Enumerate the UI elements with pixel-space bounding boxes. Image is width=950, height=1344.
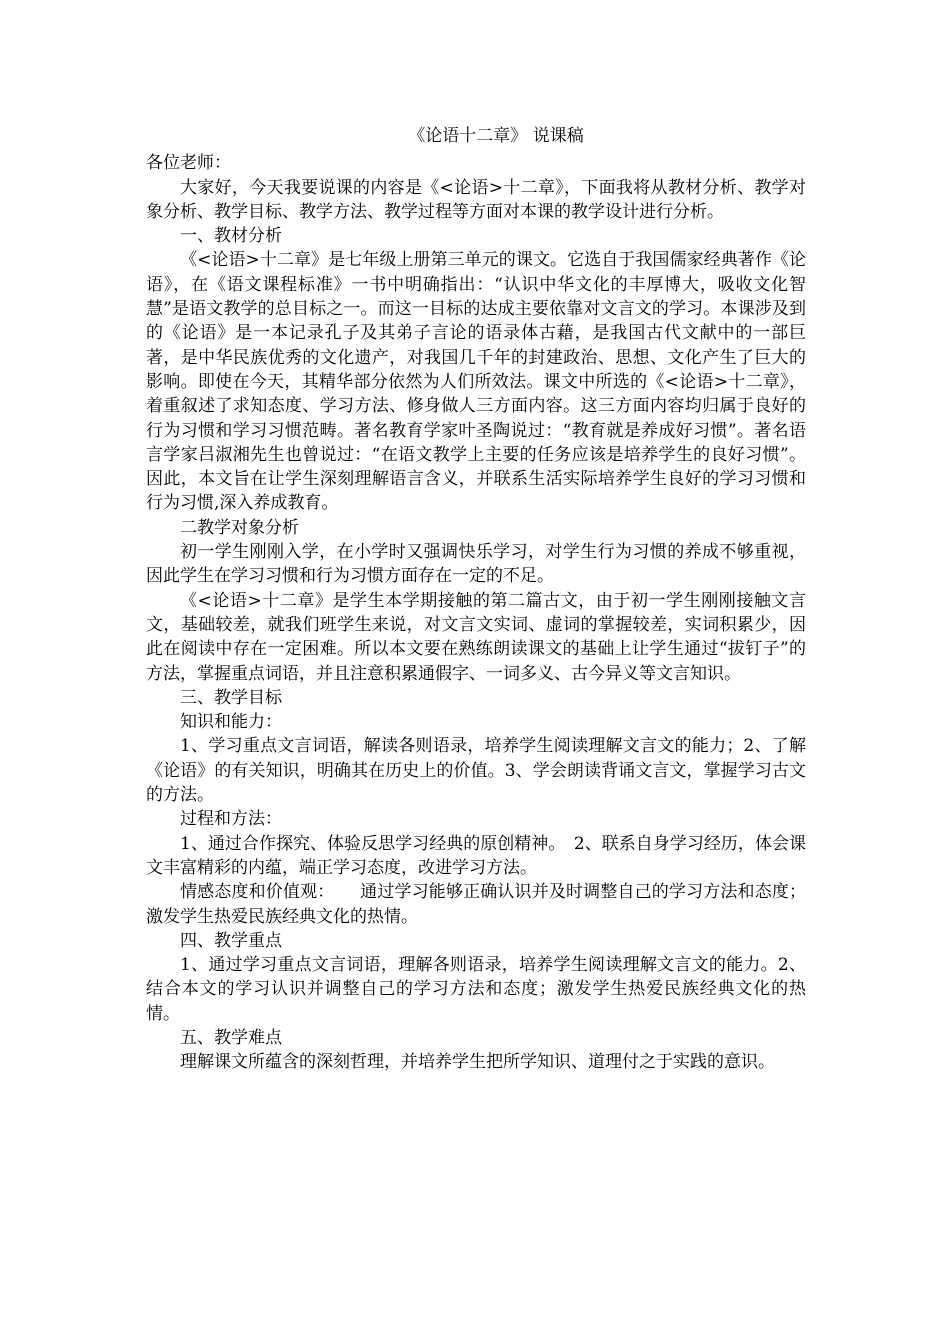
paragraph: 1、通过合作探究、体验反思学习经典的原创精神。 2、联系自身学习经历，体会课文丰富精彩的内蕴，端正学习态度，改进学习方法。 — [146, 833, 806, 878]
salutation: 各位老师： — [146, 153, 231, 174]
paragraph: 知识和能力： — [180, 712, 282, 733]
paragraph: 四、教学重点 — [180, 930, 282, 951]
paragraph: 情感态度和价值观： 通过学习能够正确认识并及时调整自己的学习方法和态度；激发学生热爱民族经典文化的热情。 — [146, 882, 806, 927]
paragraph: 三、教学目标 — [180, 687, 282, 708]
paragraph: 五、教学难点 — [180, 1027, 282, 1048]
paragraph: 《<论语>十二章》是七年级上册第三单元的课文。它选自于我国儒家经典著作《论语》，在《语文课程标准》一书中明确指出：“认识中华文化的丰厚博大，吸收文化智慧”是语文教学的总目标之一。而这一目标的达成主要依靠对文言文的学习。本课涉及到的《论语》是一本记录孔子及其弟子言论的语录体古藉，是我国古代文献中的一部巨著，是中华民族优秀的文化遗产，对我国几千年的封建政治、思想、文化产生了巨大的影响。即使在今天，其精华部分依然为人们所效法。课文中所选的《<论语>十二章》，着重叙述了求知态度、学习方法、修身做人三方面内容。这三方面内容均归属于良好的行为习惯和学习习惯范畴。著名教育学家叶圣陶说过：“教育就是养成好习惯”。著名语言学家吕淑湘先生也曾说过：“在语文教学上主要的任务应该是培养学生的良好习惯”。因此，本文旨在让学生深刻理解语言含义，并联系生活实际培养学生良好的学习习惯和行为习惯,深入养成教育。 — [146, 250, 806, 514]
paragraph: 理解课文所蕴含的深刻哲理，并培养学生把所学知识、道理付之于实践的意识。 — [180, 1052, 775, 1073]
paragraph: 《<论语>十二章》是学生本学期接触的第二篇古文，由于初一学生刚刚接触文言文，基础较差，就我们班学生来说，对文言文实词、虚词的掌握较差，实词积累少，因此在阅读中存在一定困难。所以本文要在熟练朗读课文的基础上让学生通过“拔钉子”的方法，掌握重点词语，并且注意积累通假字、一词多义、古今异义等文言知识。 — [146, 590, 806, 684]
paragraph: 初一学生刚刚入学，在小学时又强调快乐学习，对学生行为习惯的养成不够重视，因此学生在学习习惯和行为习惯方面存在一定的不足。 — [146, 542, 806, 587]
document-page — [146, 124, 806, 1075]
document-body — [146, 151, 806, 1074]
paragraph: 一、教材分析 — [180, 226, 282, 247]
paragraph: 过程和方法： — [180, 809, 282, 830]
paragraph: 1、通过学习重点文言词语，理解各则语录，培养学生阅读理解文言文的能力。2、结合本文的学习认识并调整自己的学习方法和态度；激发学生热爱民族经典文化的热情。 — [146, 955, 806, 1024]
paragraph: 1、学习重点文言词语，解读各则语录，培养学生阅读理解文言文的能力；2、了解《论语》的有关知识，明确其在历史上的价值。3、学会朗读背诵文言文，掌握学习古文的方法。 — [146, 736, 806, 806]
paragraph: 大家好，今天我要说课的内容是《<论语>十二章》，下面我将从教材分析、教学对象分析、教学目标、教学方法、教学过程等方面对本课的教学设计进行分析。 — [146, 177, 806, 222]
paragraph: 二教学对象分析 — [180, 517, 299, 538]
document-title: 《论语十二章》 说课稿 — [408, 126, 584, 146]
